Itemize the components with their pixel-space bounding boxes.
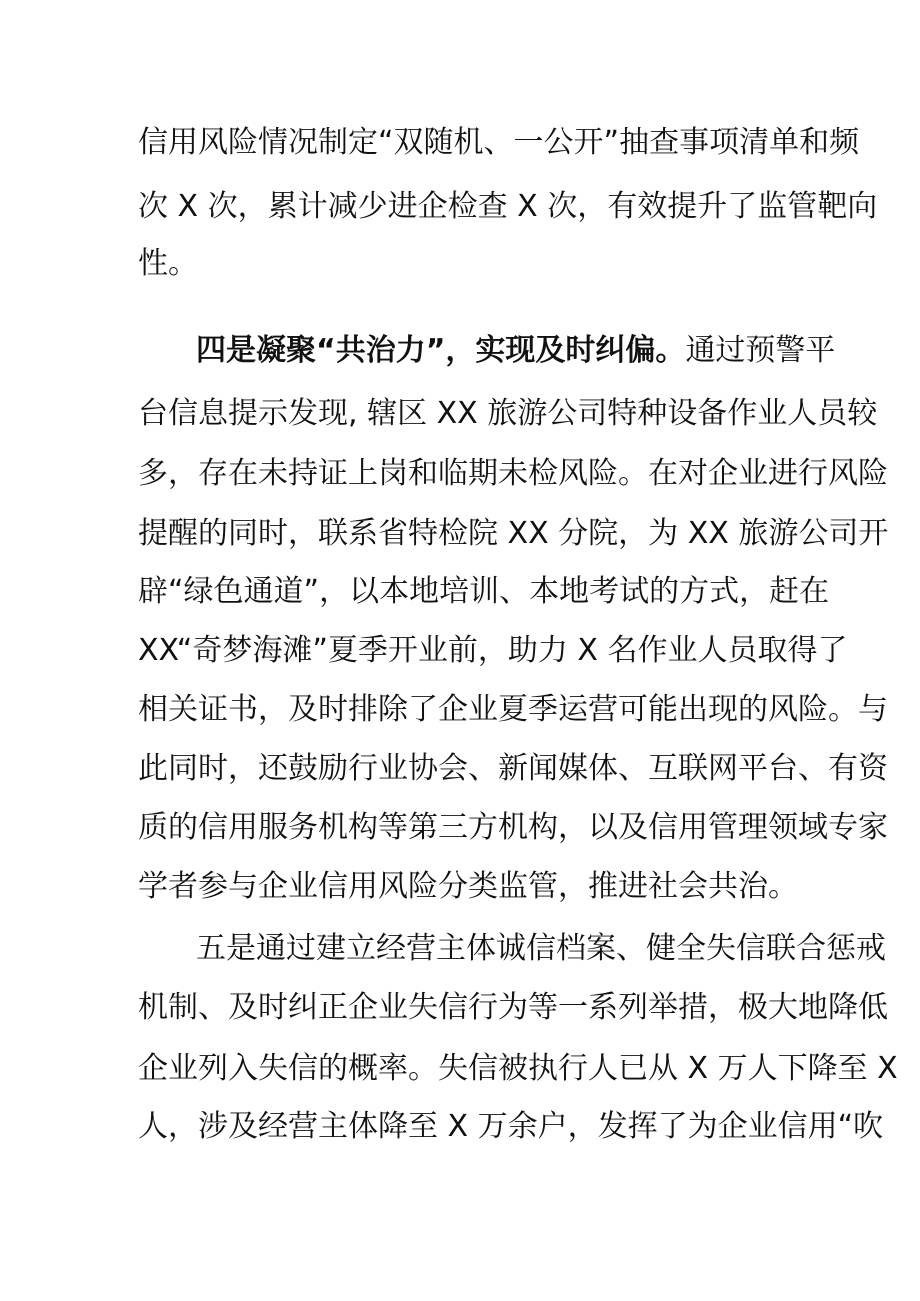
paragraph-2-line-3: 多，存在未持证上岗和临期未检风险。在对企业进行风险 <box>138 456 888 491</box>
paragraph-2-line-10: 学者参与企业信用风险分类监管，推进社会共治。 <box>138 869 798 904</box>
paragraph-1-line-3: 性。 <box>138 246 198 281</box>
paragraph-3-line-2: 机制、及时纠正企业失信行为等一系列举措，极大地降低 <box>138 990 888 1025</box>
paragraph-2-line-5: 辟“绿色通道”，以本地培训、本地考试的方式，赶在 <box>138 574 830 609</box>
paragraph-2-line-6: XX“奇梦海滩”夏季开业前，助力 X 名作业人员取得了 <box>138 633 848 668</box>
paragraph-1-line-2: 次 X 次，累计减少进企检查 X 次，有效提升了监管靶向 <box>138 189 878 224</box>
paragraph-2-first-line-rest: 通过预警平 <box>685 333 836 368</box>
paragraph-3-line-4: 人，涉及经营主体降至 X 万余户，发挥了为企业信用“吹 <box>138 1109 884 1144</box>
paragraph-2-line-4: 提醒的同时，联系省特检院 XX 分院，为 XX 旅游公司开 <box>138 516 889 551</box>
paragraph-3-line-3: 企业列入失信的概率。失信被执行人已从 X 万人下降至 X <box>138 1051 898 1086</box>
paragraph-3-line-1: 五是通过建立经营主体诚信档案、健全失信联合惩戒 <box>196 931 886 966</box>
paragraph-2-line-8: 此同时，还鼓励行业协会、新闻媒体、互联网平台、有资 <box>138 751 888 786</box>
paragraph-2-line-7: 相关证书，及时排除了企业夏季运营可能出现的风险。与 <box>138 692 888 727</box>
paragraph-2-heading: 四是凝聚“共治力”，实现及时纠偏。 <box>196 333 686 368</box>
paragraph-2-line-2: 台信息提示发现, 辖区 XX 旅游公司特种设备作业人员较 <box>138 396 878 431</box>
paragraph-2-line-1 <box>196 332 836 370</box>
paragraph-1-line-1: 信用风险情况制定“双随机、一公开”抽查事项清单和频 <box>138 125 860 160</box>
paragraph-2-line-9: 质的信用服务机构等第三方机构，以及信用管理领域专家 <box>138 810 888 845</box>
